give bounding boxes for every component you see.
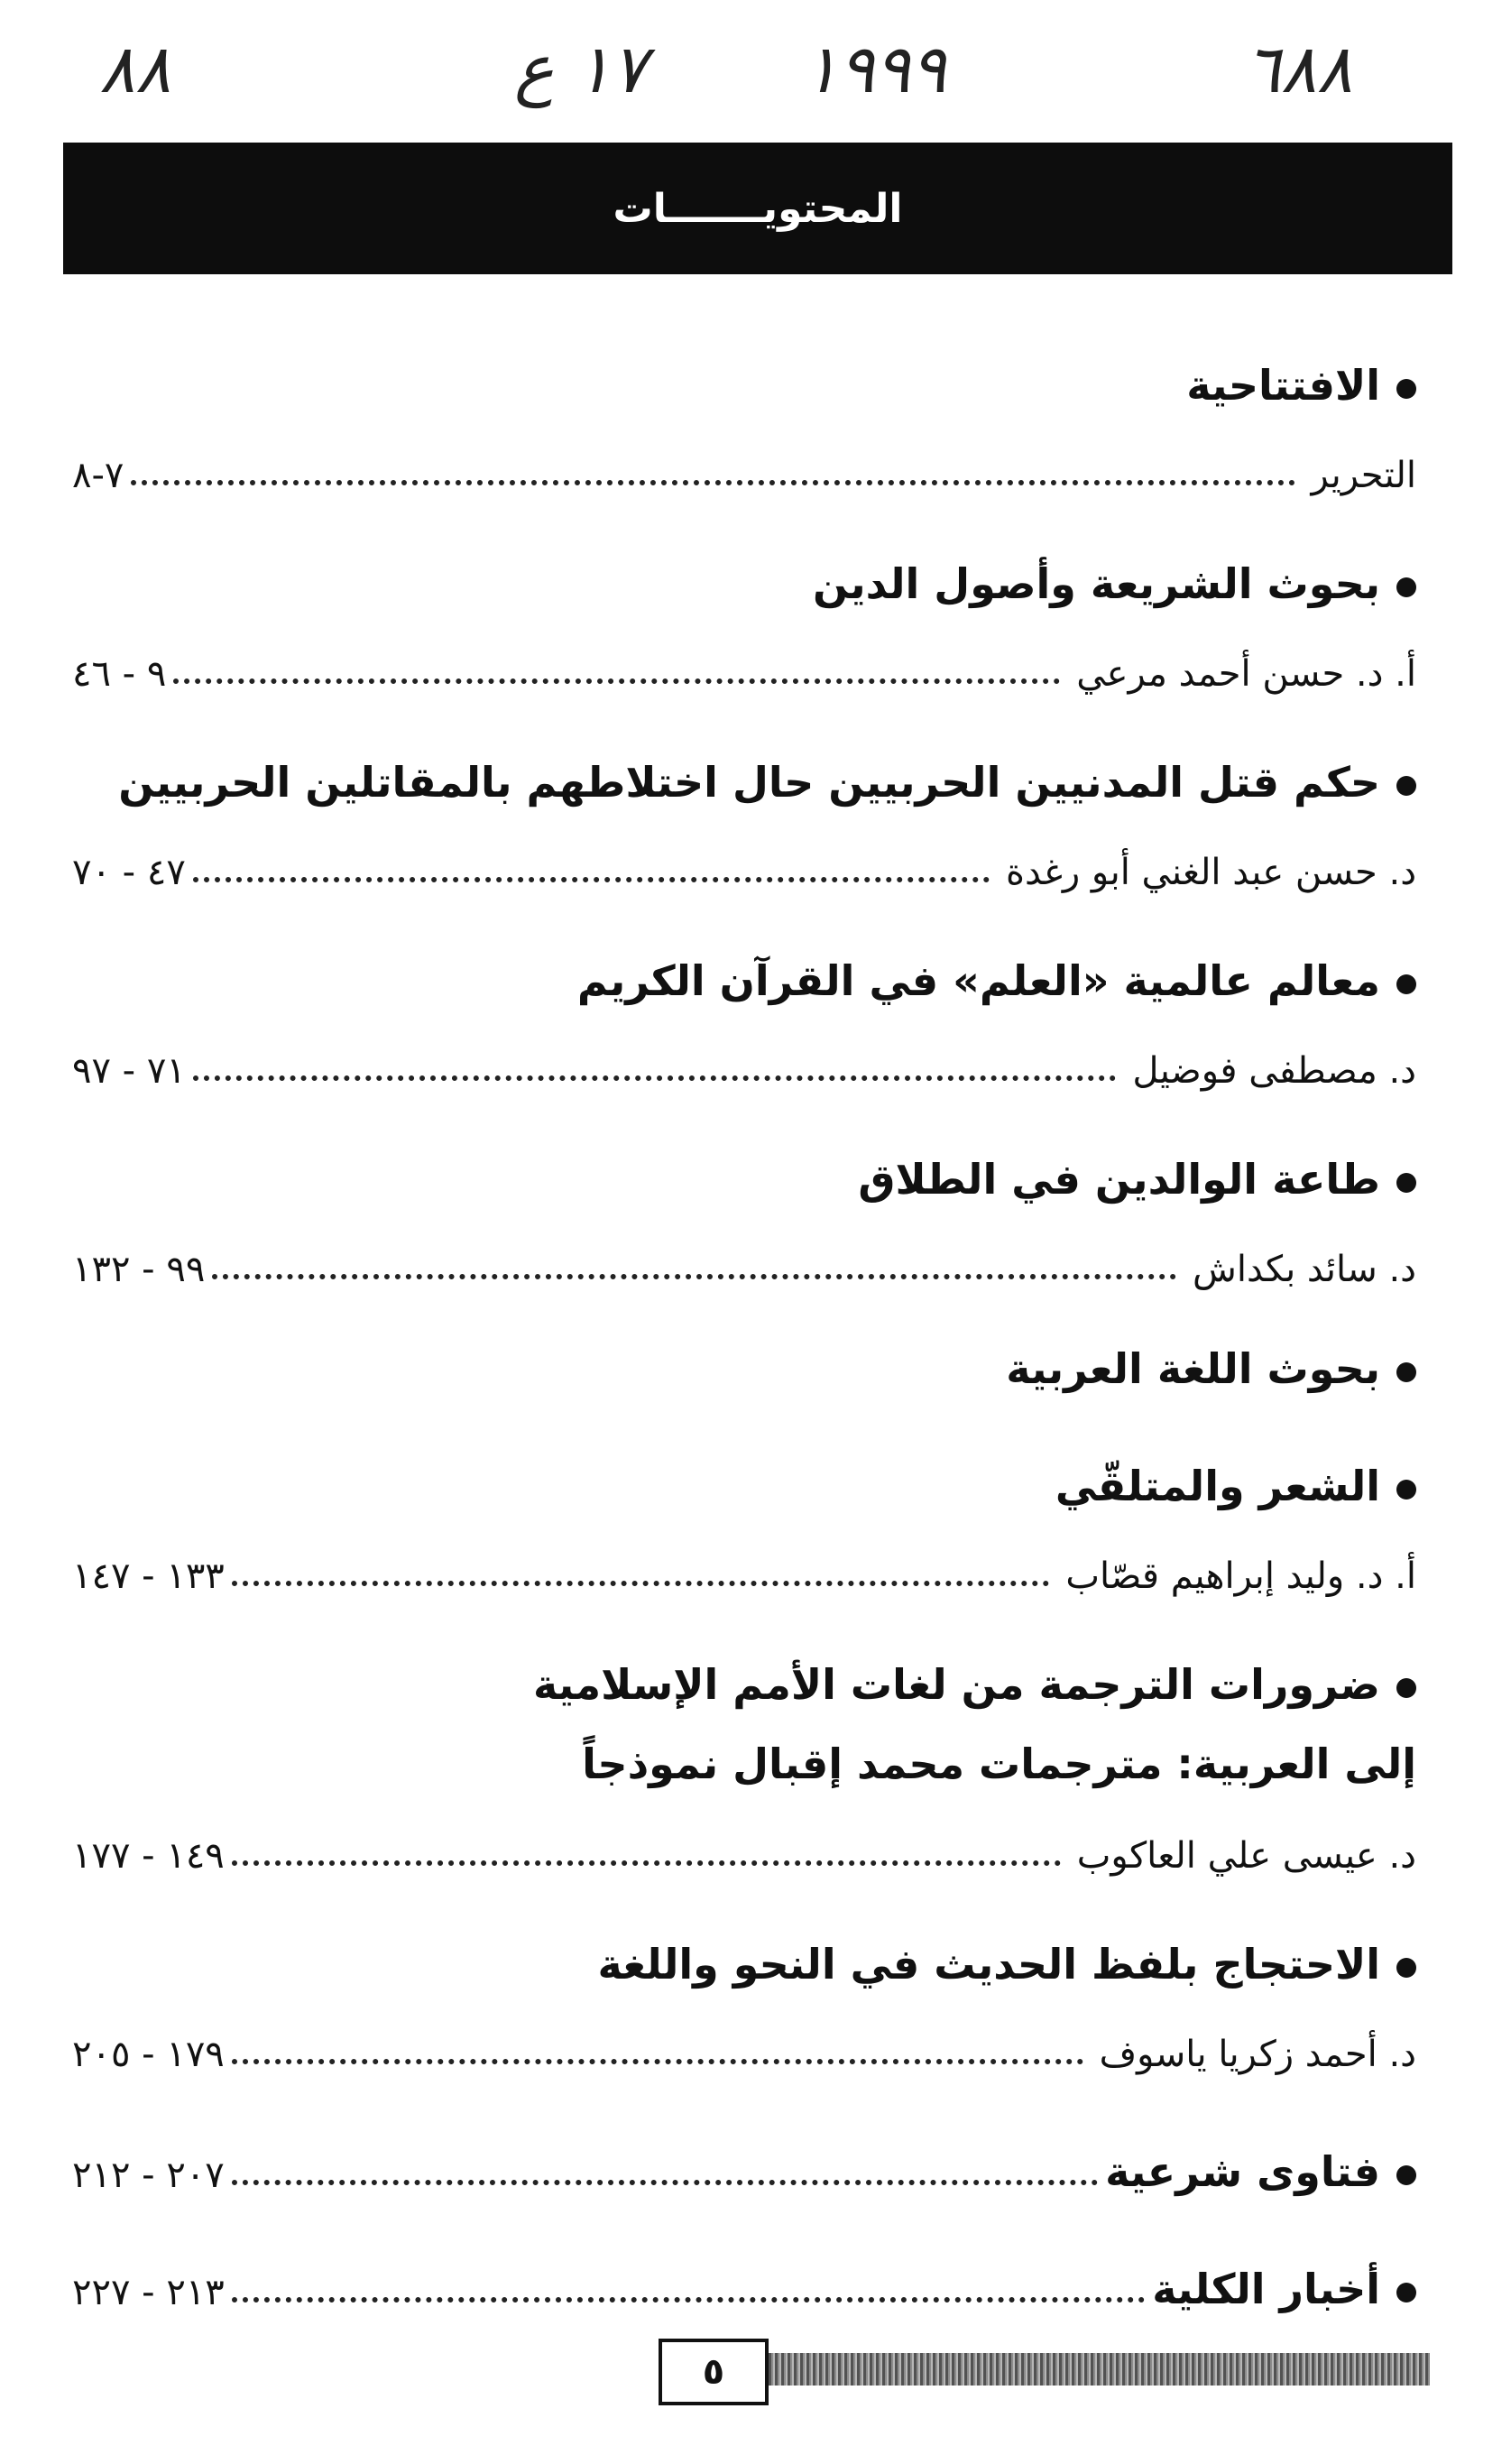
section-title-continued: إلى العربية: مترجمات محمد إقبال نموذجاً <box>582 1740 1416 1788</box>
bullet-icon <box>1396 974 1416 994</box>
page-range: ٢١٣ - ٢٢٧ <box>72 2272 225 2313</box>
toc-line <box>72 442 1416 496</box>
section-title: معالم عالمية «العلم» في القرآن الكريم <box>576 956 1380 1005</box>
bullet-icon <box>1396 2283 1416 2303</box>
author: د. حسن عبد الغني أبو رغدة <box>1006 852 1416 893</box>
bullet-icon <box>1396 1173 1416 1193</box>
toc-line <box>72 2138 1416 2196</box>
page-title: المحتويـــــــات <box>613 185 903 232</box>
handwritten-year: ١٩٩٩ <box>803 31 946 108</box>
page-number: ٥ <box>702 2351 725 2393</box>
section-title: الافتتاحية <box>1186 361 1380 410</box>
page-range: ٧-٨ <box>72 455 124 496</box>
section-title: فتاوى شرعية <box>1105 2147 1380 2196</box>
bullet-icon <box>1396 1678 1416 1698</box>
toc-line <box>72 1543 1416 1597</box>
dot-leader <box>212 1274 1176 1279</box>
toc-line <box>72 641 1416 695</box>
dot-leader <box>232 1581 1050 1586</box>
dot-leader <box>232 2059 1083 2064</box>
bullet-icon <box>1396 1362 1416 1382</box>
section-title: أخبار الكلية <box>1152 2265 1380 2313</box>
author: د. مصطفى فوضيل <box>1132 1050 1416 1092</box>
section-title: بحوث اللغة العربية <box>1006 1344 1380 1393</box>
bullet-icon <box>1396 379 1416 399</box>
dot-leader <box>173 678 1060 684</box>
dot-leader <box>193 877 990 882</box>
dot-leader <box>232 2297 1146 2303</box>
bullet-icon <box>1396 577 1416 597</box>
toc-line <box>72 2256 1416 2313</box>
page-range: ١٣٣ - ١٤٧ <box>72 1555 225 1597</box>
toc-line <box>72 839 1416 893</box>
bullet-icon <box>1396 2165 1416 2185</box>
page-range: ٩٩ - ١٣٢ <box>72 1249 206 1290</box>
toc-line <box>72 1823 1416 1877</box>
toc-line <box>72 1236 1416 1290</box>
bullet-icon <box>1396 1958 1416 1978</box>
author: د. أحمد زكريا ياسوف <box>1099 2034 1416 2075</box>
section-title: طاعة الوالدين في الطلاق <box>858 1155 1380 1204</box>
contents-banner <box>63 143 1452 274</box>
page-range: ١٧٩ - ٢٠٥ <box>72 2034 225 2075</box>
author: التحرير <box>1311 455 1416 496</box>
author: أ. د. حسن أحمد مرعي <box>1076 653 1416 695</box>
handwritten-issue: ١٧ ع <box>514 31 648 108</box>
page-range: ٢٠٧ - ٢١٢ <box>72 2155 225 2196</box>
section-title: حكم قتل المدنيين الحربيين حال اختلاطهم بالمقاتلين الحربيين <box>118 758 1380 807</box>
dot-leader <box>131 480 1294 485</box>
page-range: ٩ - ٤٦ <box>72 653 167 695</box>
page-number-box <box>659 2339 769 2405</box>
section-title: الشعر والمتلقّي <box>1055 1462 1380 1510</box>
toc-line <box>72 1038 1416 1092</box>
author: د. سائد بكداش <box>1193 1249 1416 1290</box>
author: أ. د. وليد إبراهيم قصّاب <box>1065 1555 1416 1597</box>
bullet-icon <box>1396 776 1416 796</box>
handwritten-mark-left: ٨٨ <box>99 31 171 108</box>
page-range: ١٤٩ - ١٧٧ <box>72 1835 225 1877</box>
dot-leader <box>232 2180 1098 2185</box>
toc-line <box>72 2021 1416 2075</box>
author: د. عيسى علي العاكوب <box>1076 1835 1416 1877</box>
page-range: ٤٧ - ٧٠ <box>72 852 186 893</box>
dot-leader <box>232 1860 1061 1866</box>
section-title: بحوث الشريعة وأصول الدين <box>813 559 1380 608</box>
handwritten-mark-right: ٦٨٨ <box>1245 31 1353 108</box>
section-title: الاحتجاج بلفظ الحديث في النحو واللغة <box>597 1940 1380 1989</box>
bullet-icon <box>1396 1480 1416 1500</box>
footer-decorative-bar <box>762 2353 1430 2386</box>
page-range: ٧١ - ٩٧ <box>72 1050 186 1092</box>
dot-leader <box>193 1075 1117 1081</box>
section-title: ضرورات الترجمة من لغات الأمم الإسلامية <box>532 1660 1380 1709</box>
